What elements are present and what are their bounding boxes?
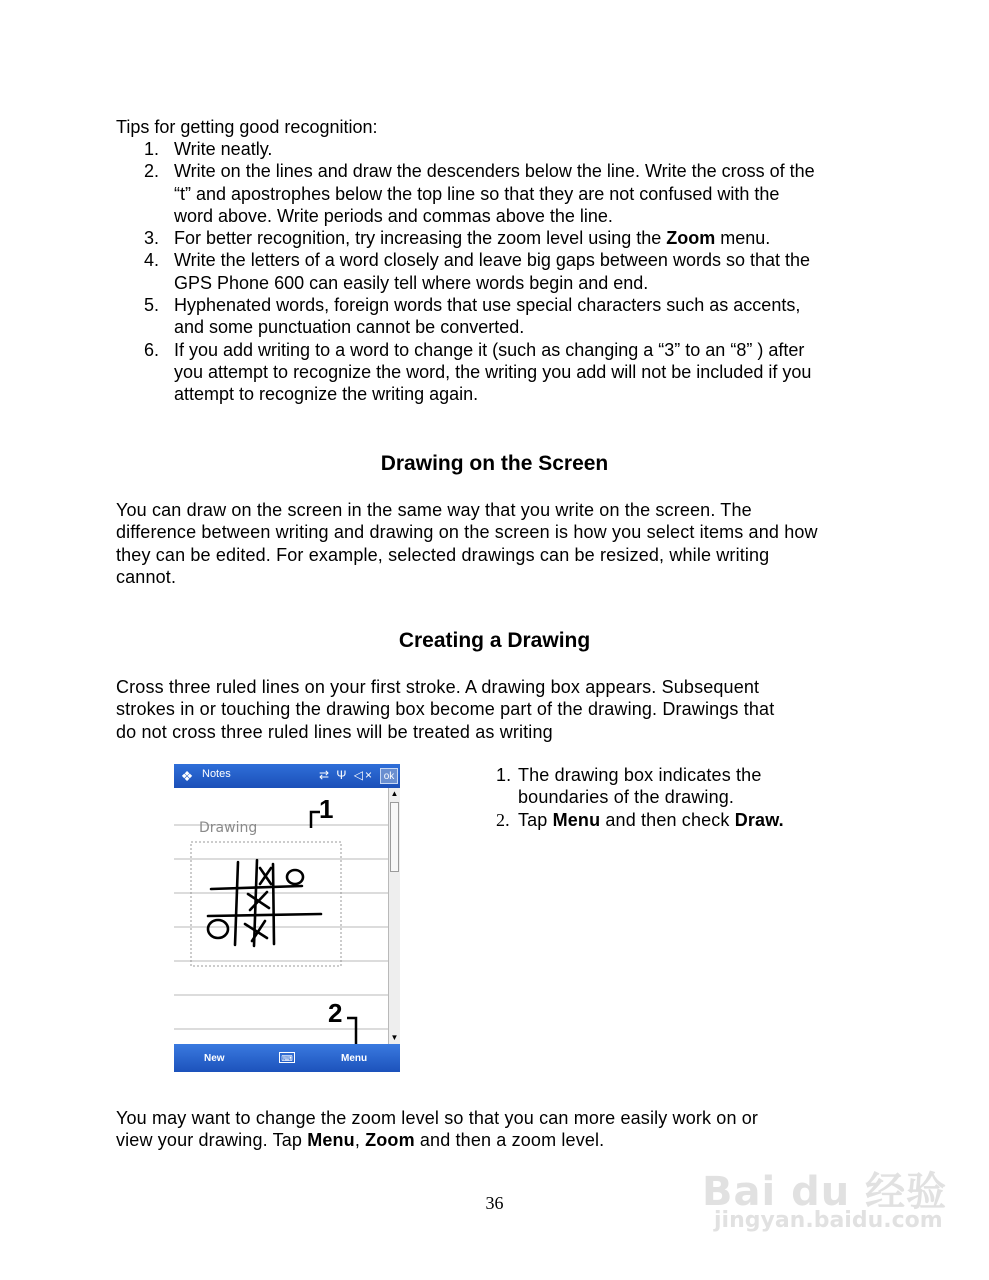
tips-intro: Tips for getting good recognition: (116, 117, 378, 137)
list-number: 1. (496, 765, 512, 785)
paragraph-line: strokes in or touching the drawing box become part of the drawing. Drawings that (116, 699, 775, 720)
section-heading-creating: Creating a Drawing (398, 629, 591, 652)
paragraph-line: do not cross three ruled lines will be treated as writing (116, 721, 553, 742)
ok-button: ok (380, 768, 398, 784)
list-text: word above. Write periods and commas above the line. (174, 205, 613, 226)
list-number: 6. (144, 339, 160, 360)
paragraph-line: cannot. (116, 566, 177, 587)
menu-softkey: Menu (341, 1053, 368, 1064)
watermark-logo: Bai du 经验 (702, 1169, 948, 1215)
list-item (144, 249, 884, 294)
zoom-term: Zoom (666, 228, 716, 249)
list-text: For better recognition, try increasing the zoom level using the (174, 228, 667, 249)
note-lines-drawing (174, 788, 388, 1044)
drawing-label: Drawing (199, 820, 258, 836)
app-title: Notes (202, 768, 231, 780)
list-number: 4. (144, 250, 160, 271)
menu-bar (174, 1044, 400, 1072)
list-text: Write neatly. (174, 139, 273, 159)
paragraph-line: You may want to change the zoom level so that you can more easily work on or (116, 1108, 759, 1128)
paragraph-line: and then a zoom level. (414, 1130, 605, 1151)
list-text: If you add writing to a word to change it (such as changing a “3” to an “8” ) after (174, 339, 805, 360)
list-text: “t” and apostrophes below the top line so that they are not confused with the (174, 183, 780, 204)
grid-stroke (208, 914, 321, 916)
callout-1: 1 (319, 794, 334, 824)
list-item (496, 809, 856, 831)
list-text: Hyphenated words, foreign words that use special characters such as accents, (174, 295, 801, 316)
o-stroke (208, 920, 228, 938)
paragraph-line: , (354, 1130, 366, 1151)
list-text: you attempt to recognize the word, the writing you add will not be included if you (174, 361, 812, 382)
scroll-up-icon: ▲ (390, 789, 399, 798)
tic-tac-toe-sketch (208, 860, 321, 946)
windows-start-icon: ❖ (180, 768, 194, 784)
section-heading-drawing: Drawing on the Screen (380, 452, 609, 475)
creating-paragraph (116, 676, 876, 743)
list-item (144, 339, 884, 406)
list-item (144, 227, 884, 249)
scrollbar (388, 788, 400, 1044)
page-number: 36 (485, 1193, 504, 1213)
menu-term: Menu (552, 809, 601, 830)
draw-term: Draw. (734, 809, 784, 830)
list-text: attempt to recognize the writing again. (174, 384, 479, 405)
callout-2-leader (347, 1018, 356, 1044)
scroll-down-icon: ▼ (390, 1033, 399, 1042)
list-number: 2. (144, 161, 160, 182)
menu-term: Menu (307, 1130, 355, 1151)
tips-list (144, 138, 884, 406)
notes-app-screenshot (174, 764, 400, 1072)
keyboard-icon: ⌨ (279, 1052, 295, 1063)
paragraph-line: difference between writing and drawing on the screen is how you select items and how (116, 522, 818, 543)
list-text: Write on the lines and draw the descenders below the line. Write the cross of the (174, 161, 815, 182)
scroll-thumb (390, 802, 399, 872)
list-item (144, 294, 884, 339)
zoom-term: Zoom (365, 1130, 415, 1151)
drawing-box (191, 842, 341, 966)
status-icons: ⇄ Ψ ◁× (319, 768, 374, 782)
new-softkey: New (204, 1053, 225, 1064)
list-item (144, 160, 884, 227)
list-number: 3. (144, 228, 160, 249)
ruled-lines (174, 825, 388, 1029)
list-number: 2. (496, 809, 510, 830)
list-text: The drawing box indicates the (518, 765, 762, 785)
o-stroke (287, 870, 303, 884)
drawing-paragraph (116, 499, 876, 588)
callout-2: 2 (328, 998, 343, 1028)
grid-stroke (235, 862, 238, 945)
title-bar (174, 764, 400, 788)
list-text: and some punctuation cannot be converted. (174, 317, 525, 338)
steps-list (496, 764, 856, 831)
paragraph-line: view your drawing. Tap (116, 1130, 308, 1151)
list-item (144, 138, 884, 160)
grid-stroke (273, 864, 274, 944)
closing-paragraph (116, 1107, 876, 1152)
paragraph-line: You can draw on the screen in the same way that you write on the screen. The (116, 500, 752, 520)
note-canvas (174, 788, 388, 1044)
list-number: 5. (144, 295, 160, 316)
list-text: Write the letters of a word closely and leave big gaps between words so that the (174, 250, 811, 271)
list-item (496, 764, 856, 809)
list-text: boundaries of the drawing. (518, 787, 735, 808)
paragraph-line: Cross three ruled lines on your first stroke. A drawing box appears. Subsequent (116, 677, 760, 697)
paragraph-line: they can be edited. For example, selected drawings can be resized, while writing (116, 544, 770, 565)
list-text: and then check (600, 809, 735, 830)
list-number: 1. (144, 139, 160, 159)
x-stroke (250, 892, 267, 910)
list-text: menu. (715, 228, 771, 249)
list-text: GPS Phone 600 can easily tell where words begin and end. (174, 272, 649, 293)
watermark-url: jingyan.baidu.com (714, 1208, 943, 1233)
list-text: Tap (518, 809, 553, 830)
